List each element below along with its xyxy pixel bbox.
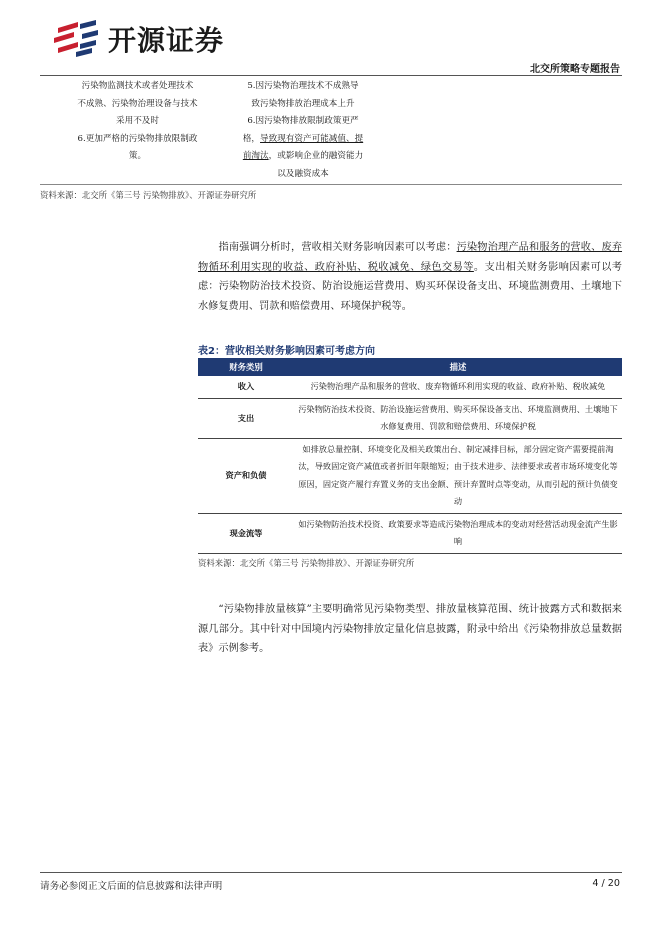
footer-disclaimer: 请务必参阅正文后面的信息披露和法律声明: [40, 881, 223, 892]
table-cell: 5.因污染物治理技术不成熟导: [247, 81, 359, 91]
page-number: 4 / 20: [592, 878, 620, 889]
underlined-text: 污染物治理产品和服务的营收、废弃物循环利用实现的收益、政府补贴、税收减免、绿色交易等: [198, 242, 623, 273]
table-row: [40, 166, 622, 184]
table-cell: 6.更加严格的污染物排放限制政: [77, 133, 198, 144]
description-cell: 污染物治理产品和服务的营收、废弃物循环利用实现的收益、政府补贴、税收减免: [294, 376, 622, 398]
table-row: [40, 113, 622, 131]
table-cell: 污染物监测技术或者处理技术: [81, 81, 194, 91]
table-row: [40, 78, 622, 96]
financial-factors-table: [198, 358, 622, 554]
underlined-text: 导致现有资产可能减值、提: [260, 133, 364, 144]
table-cell: 以及融资成本: [277, 168, 329, 179]
table-row: [40, 96, 622, 114]
table-cell: [235, 131, 371, 149]
table-cell: 6.因污染物排放限制政策更严: [247, 116, 359, 126]
underlined-text: 前淘汰: [242, 151, 269, 161]
table-source-note: 资料来源：北交所《第三号 污染物排放》、开源证券研究所: [40, 190, 257, 200]
cell-text: ，或影响企业的融资能力: [268, 151, 364, 161]
table-bottom-rule: [40, 184, 622, 185]
company-logo: [52, 18, 224, 60]
table-cell: 采用不及时: [116, 116, 159, 126]
description-cell: 如污染物防治技术投资、政策要求等造成污染物治理成本的变动对经营活动现金流产生影响: [294, 513, 622, 553]
table-cell: [40, 166, 235, 184]
header-divider: [40, 75, 622, 76]
paragraph-text: “污染物排放量核算”主要明确常见污染物类型、排放量核算范围、统计披露方式和数据来源几部分。其中针对中国境内污染物排放定量化信息披露，附录中给出《污染物排放总量数据表》示例参考。: [198, 604, 622, 654]
description-cell: 污染物防治技术投资、防治设施运营费用、购买环保设备支出、环境监测费用、土壤地下水修复费用、罚款和赔偿费用、环境保护税: [294, 398, 622, 438]
paragraph-text: 。支出相关财务影响因素可以考虑：污染物防治技术投资、防治设施运营费用、购买环保设备支出、环境监测费用、土壤地下水修复费用、罚款和赔偿费用、环境保护税等。: [198, 261, 622, 312]
table-row: [198, 438, 622, 513]
logo-text: 开源证券: [108, 24, 225, 57]
category-cell: 资产和负债: [198, 438, 294, 513]
category-cell: 支出: [198, 398, 294, 438]
table-row: [198, 376, 622, 398]
table-row: [198, 513, 622, 553]
description-cell: 如排放总量控制、环境变化及相关政策出台、制定减排目标，部分固定资产需要提前淘汰，导致固定资产减值或者折旧年限缩短；由于技术进步、法律要求或者市场环境变化等原因，固定资产履行弃置义务的支出金额、预计弃置时点等变动，从而引起的预计负债变动: [294, 438, 622, 513]
category-cell: 现金流等: [198, 513, 294, 553]
table-cell: 不成熟、污染物治理设备与技术: [77, 98, 198, 109]
table-cell: [235, 148, 371, 166]
column-header: 财务类别: [198, 358, 294, 376]
report-type-label: 北交所策略专题报告: [530, 64, 620, 75]
continued-table: [40, 78, 622, 183]
table-source-note: 资料来源：北交所《第三号 污染物排放》、开源证券研究所: [198, 558, 415, 568]
table-row: [40, 131, 622, 149]
cell-text: 格，: [242, 133, 261, 144]
table-cell: 策。: [128, 151, 147, 161]
table-row: [40, 148, 622, 166]
table-cell: 致污染物排放治理成本上升: [251, 98, 355, 109]
table-row: [198, 398, 622, 438]
paragraph-text: 指南强调分析时，营收相关财务影响因素可以考虑：: [218, 242, 457, 253]
column-header: 描述: [294, 358, 622, 376]
table-title: 表2：营收相关财务影响因素可考虑方向: [198, 346, 375, 357]
body-paragraph: [198, 600, 622, 659]
table-header-row: [198, 358, 622, 376]
footer-divider: [40, 872, 622, 873]
logo-mark-icon: [52, 18, 100, 60]
body-paragraph: [198, 238, 622, 316]
category-cell: 收入: [198, 376, 294, 398]
